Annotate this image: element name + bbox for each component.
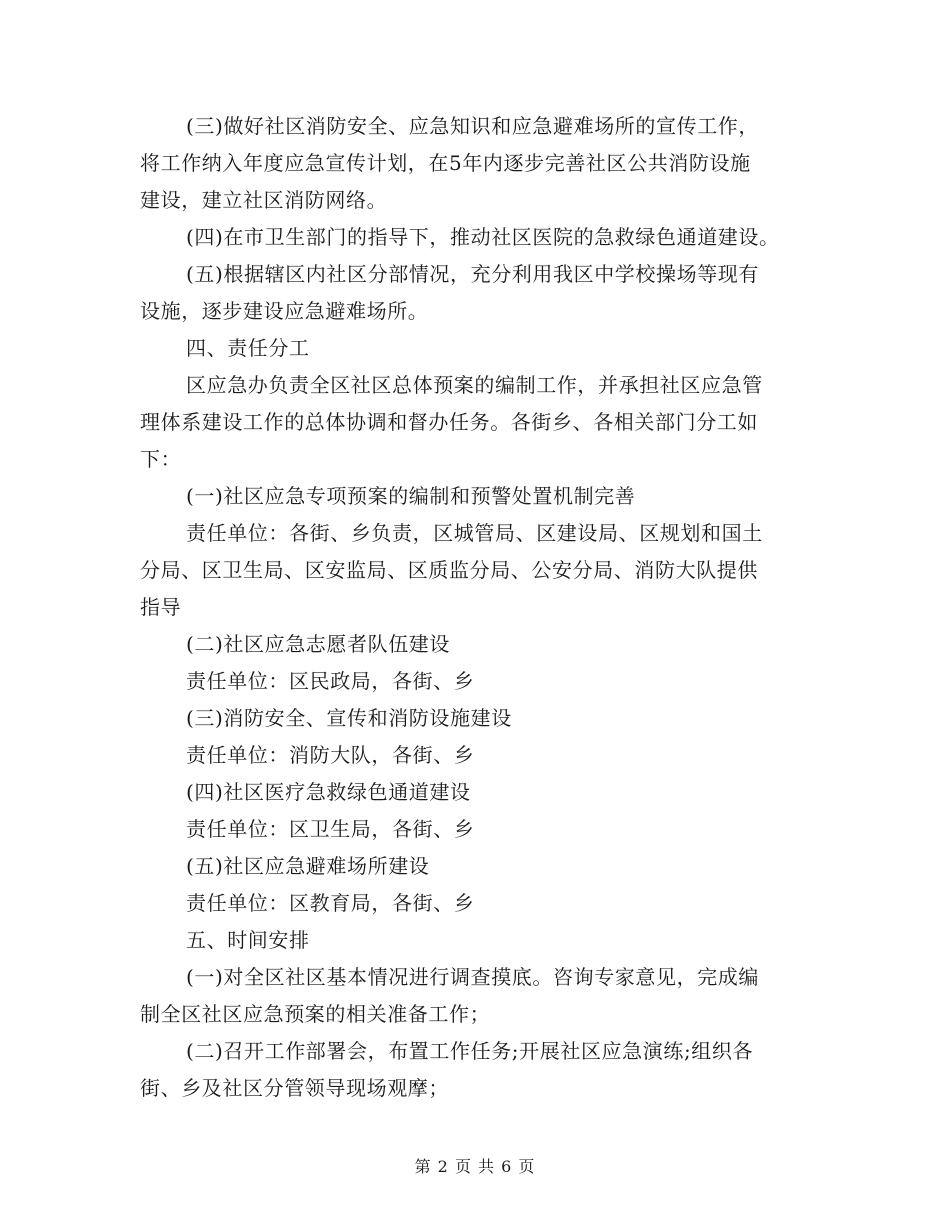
text-line: 分局、区卫生局、区安监局、区质监分局、公安分局、消防大队提供 bbox=[140, 558, 758, 582]
text-line: (五)根据辖区内社区分部情况，充分利用我区中学校操场等现有 bbox=[186, 262, 760, 286]
text-line: (一)社区应急专项预案的编制和预警处置机制完善 bbox=[186, 484, 636, 508]
text-line: 责任单位：区民政局，各街、乡 bbox=[186, 669, 475, 693]
document-body bbox=[140, 108, 810, 1107]
text-line: (三)做好社区消防安全、应急知识和应急避难场所的宣传工作， bbox=[186, 114, 760, 138]
text-line: (二)社区应急志愿者队伍建设 bbox=[186, 632, 451, 656]
page-number-footer: 第 2 页 共 6 页 bbox=[414, 1157, 536, 1176]
text-line: 街、乡及社区分管领导现场观摩； bbox=[140, 1076, 449, 1100]
text-line: 责任单位：各街、乡负责，区城管局、区建设局、区规划和国土 bbox=[186, 521, 763, 545]
text-line: 下： bbox=[140, 447, 182, 471]
text-line: (四)社区医疗急救绿色通道建设 bbox=[186, 780, 471, 804]
text-line: 将工作纳入年度应急宣传计划，在5年内逐步完善社区公共消防设施 bbox=[140, 151, 751, 175]
text-line: 责任单位：区教育局，各街、乡 bbox=[186, 891, 475, 915]
text-line: 指导 bbox=[140, 595, 182, 619]
text-line: (三)消防安全、宣传和消防设施建设 bbox=[186, 706, 512, 730]
text-line: 设施，逐步建设应急避难场所。 bbox=[140, 299, 429, 323]
text-line: (一)对全区社区基本情况进行调查摸底。咨询专家意见，完成编 bbox=[186, 965, 760, 989]
text-line: 建设，建立社区消防网络。 bbox=[140, 188, 388, 212]
text-line: 理体系建设工作的总体协调和督办任务。各街乡、各相关部门分工如 bbox=[140, 410, 758, 434]
text-line: 责任单位：消防大队，各街、乡 bbox=[186, 743, 475, 767]
text-line: 区应急办负责全区社区总体预案的编制工作，并承担社区应急管 bbox=[186, 373, 763, 397]
text-line: (四)在市卫生部门的指导下，推动社区医院的急救绿色通道建设。 bbox=[186, 225, 780, 249]
text-line: (二)召开工作部署会，布置工作任务;开展社区应急演练;组织各 bbox=[186, 1039, 754, 1063]
text-line: 责任单位：区卫生局，各街、乡 bbox=[186, 817, 475, 841]
section-heading: 五、时间安排 bbox=[186, 928, 310, 952]
section-heading: 四、责任分工 bbox=[186, 336, 310, 360]
text-line: 制全区社区应急预案的相关准备工作； bbox=[140, 1002, 491, 1026]
text-line: (五)社区应急避难场所建设 bbox=[186, 854, 430, 878]
